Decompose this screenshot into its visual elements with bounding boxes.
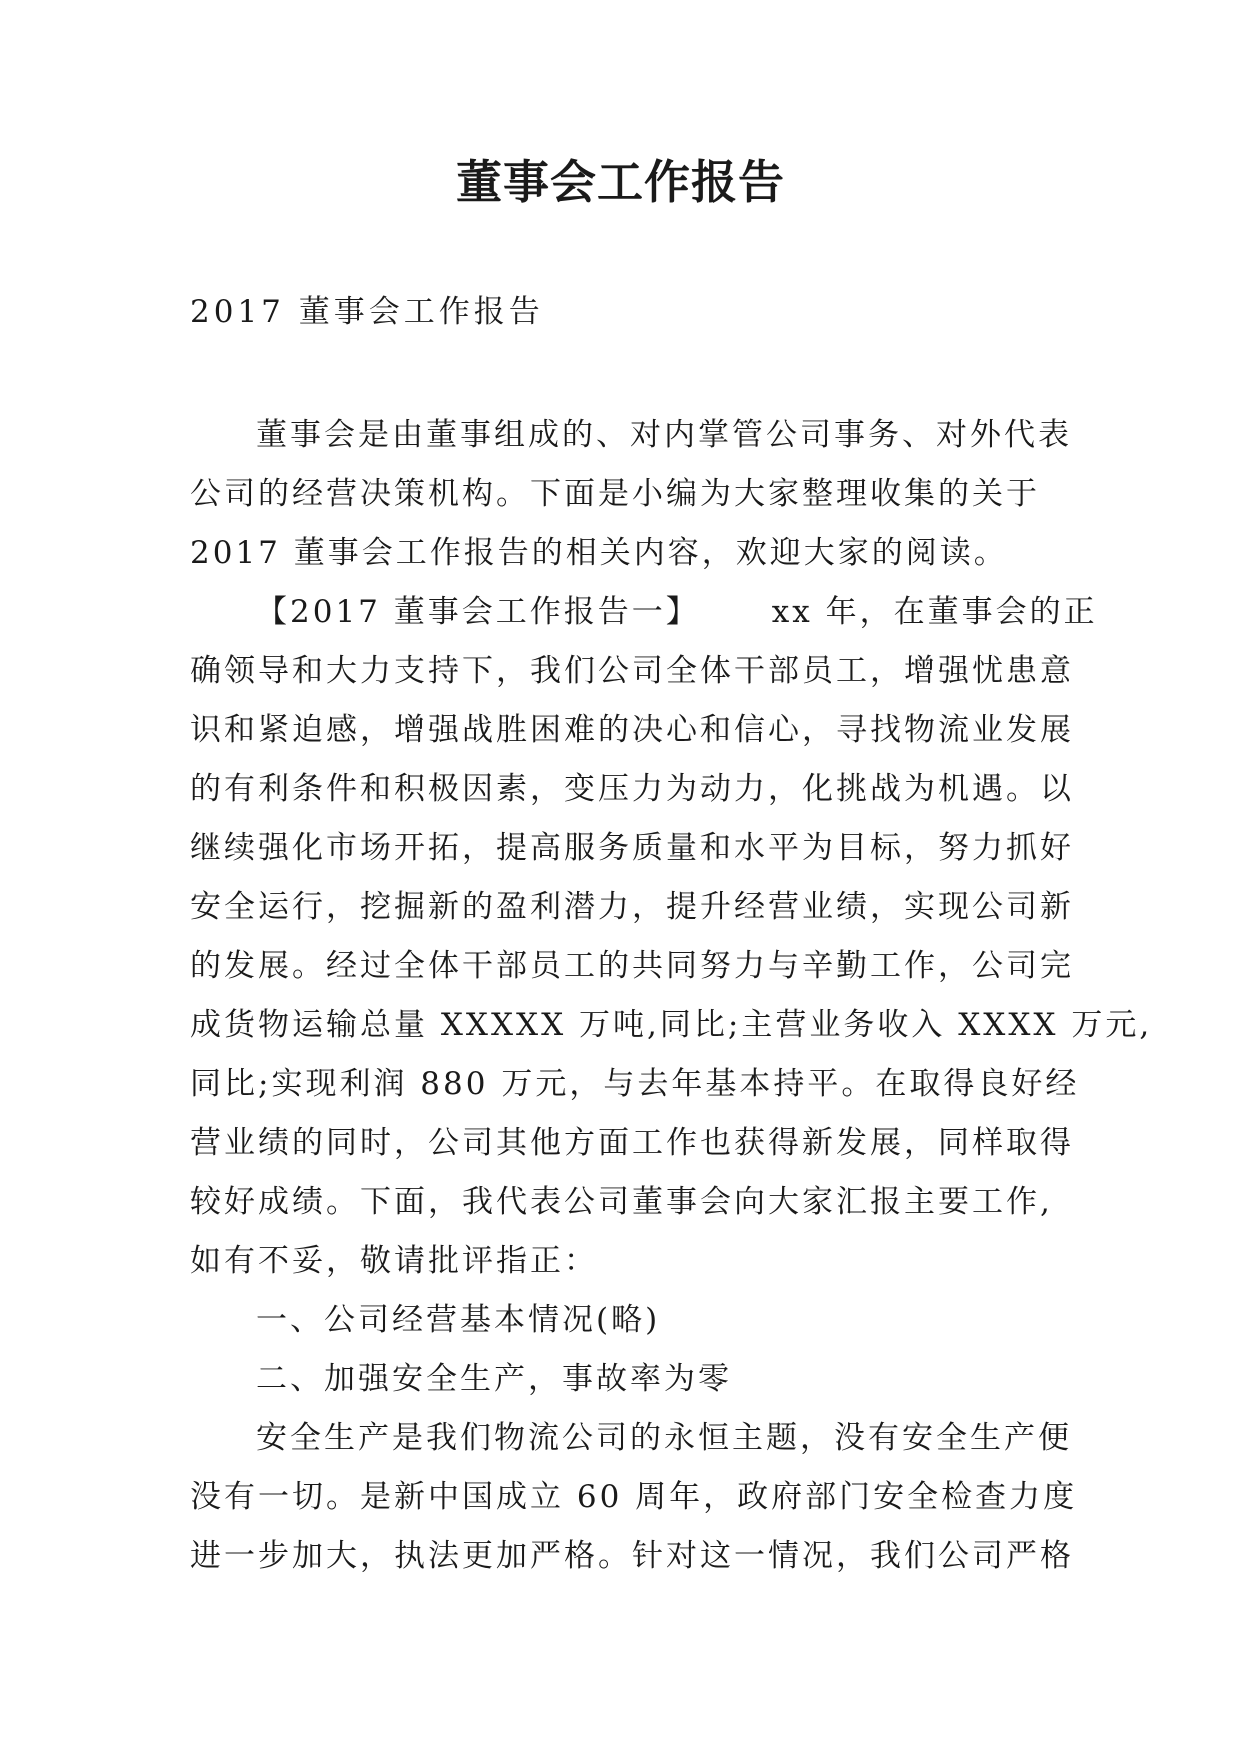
paragraph-line: 的有利条件和积极因素，变压力为动力，化挑战为机遇。以 — [190, 771, 1074, 807]
paragraph-line: 成货物运输总量 XXXXX 万吨,同比;主营业务收入 XXXX 万元, — [190, 1007, 1153, 1043]
paragraph-line: 继续强化市场开拓，提高服务质量和水平为目标，努力抓好 — [190, 830, 1074, 866]
paragraph-line: 确领导和大力支持下，我们公司全体干部员工，增强忧患意 — [190, 653, 1074, 689]
paragraph-line: 2017 董事会工作报告的相关内容，欢迎大家的阅读。 — [190, 535, 1008, 571]
paragraph-line: 公司的经营决策机构。下面是小编为大家整理收集的关于 — [190, 476, 1040, 512]
document-title: 董事会工作报告 — [456, 155, 785, 209]
paragraph-line: 安全生产是我们物流公司的永恒主题，没有安全生产便 — [256, 1420, 1072, 1456]
paragraph-line: 的发展。经过全体干部员工的共同努力与辛勤工作，公司完 — [190, 948, 1074, 984]
paragraph-line — [190, 583, 1098, 642]
paragraph-line: 识和紧迫感，增强战胜困难的决心和信心，寻找物流业发展 — [190, 712, 1074, 748]
paragraph-line: 进一步加大，执法更加严格。针对这一情况，我们公司严格 — [190, 1538, 1074, 1574]
section-heading-continuation: xx 年，在董事会的正 — [771, 594, 1098, 630]
document-body — [190, 406, 1153, 1586]
paragraph-line: 董事会是由董事组成的、对内掌管公司事务、对外代表 — [256, 417, 1072, 453]
section-heading: 一、公司经营基本情况(略) — [256, 1302, 661, 1338]
paragraph-line: 安全运行，挖掘新的盈利潜力，提升经营业绩，实现公司新 — [190, 889, 1074, 925]
document-subtitle: 2017 董事会工作报告 — [190, 294, 544, 330]
section-heading: 【2017 董事会工作报告一】 — [256, 594, 700, 630]
paragraph-line: 没有一切。是新中国成立 60 周年，政府部门安全检查力度 — [190, 1479, 1078, 1515]
paragraph-line: 如有不妥，敬请批评指正： — [190, 1243, 598, 1279]
section-heading: 二、加强安全生产，事故率为零 — [256, 1361, 732, 1397]
paragraph-line: 较好成绩。下面，我代表公司董事会向大家汇报主要工作, — [190, 1184, 1053, 1220]
paragraph-line: 同比;实现利润 880 万元，与去年基本持平。在取得良好经 — [190, 1066, 1080, 1102]
paragraph-line: 营业绩的同时，公司其他方面工作也获得新发展，同样取得 — [190, 1125, 1074, 1161]
